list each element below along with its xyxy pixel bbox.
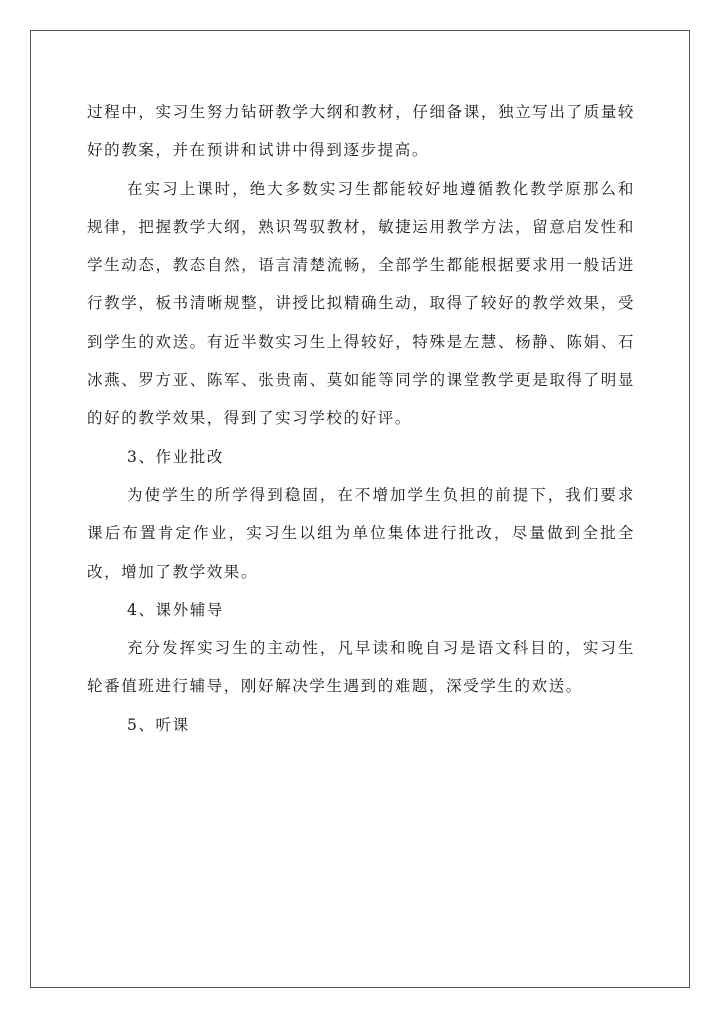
heading-observation: 5、听课 bbox=[127, 715, 190, 734]
paragraph-teaching: 在实习上课时，绝大多数实习生都能较好地遵循教化教学原那么和规律，把握教学大纲，熟识驾驭教材，敏捷运用教学方法，留意启发性和学生动态，教态自然，语言清楚流畅，全部学生都能根据要求用一般话进行教学，板书清晰规整，讲授比拟精确生动，取得了较好的教学效果，受到学生的欢送。有近半数实习生上得较好，特殊是左慧、杨静、陈娟、石冰燕、罗方亚、陈军、张贵南、莫如能等同学的课堂教学更是取得了明显的好的教学效果，得到了实习学校的好评。 bbox=[87, 179, 635, 428]
heading-tutoring: 4、课外辅导 bbox=[127, 600, 224, 619]
paragraph-homework: 为使学生的所学得到稳固，在不增加学生负担的前提下，我们要求课后布置肯定作业，实习生以组为单位集体进行批改，尽量做到全批全改，增加了教学效果。 bbox=[87, 485, 635, 581]
paragraph-tutoring: 充分发挥实习生的主动性，凡早读和晚自习是语文科目的，实习生轮番值班进行辅导，刚好解决学生遇到的难题，深受学生的欢送。 bbox=[87, 639, 635, 696]
document-body bbox=[87, 93, 635, 744]
paragraph-preparation: 过程中，实习生努力钻研教学大纲和教材，仔细备课，独立写出了质量较好的教案，并在预讲和试讲中得到逐步提高。 bbox=[87, 103, 635, 160]
heading-homework: 3、作业批改 bbox=[127, 447, 224, 466]
